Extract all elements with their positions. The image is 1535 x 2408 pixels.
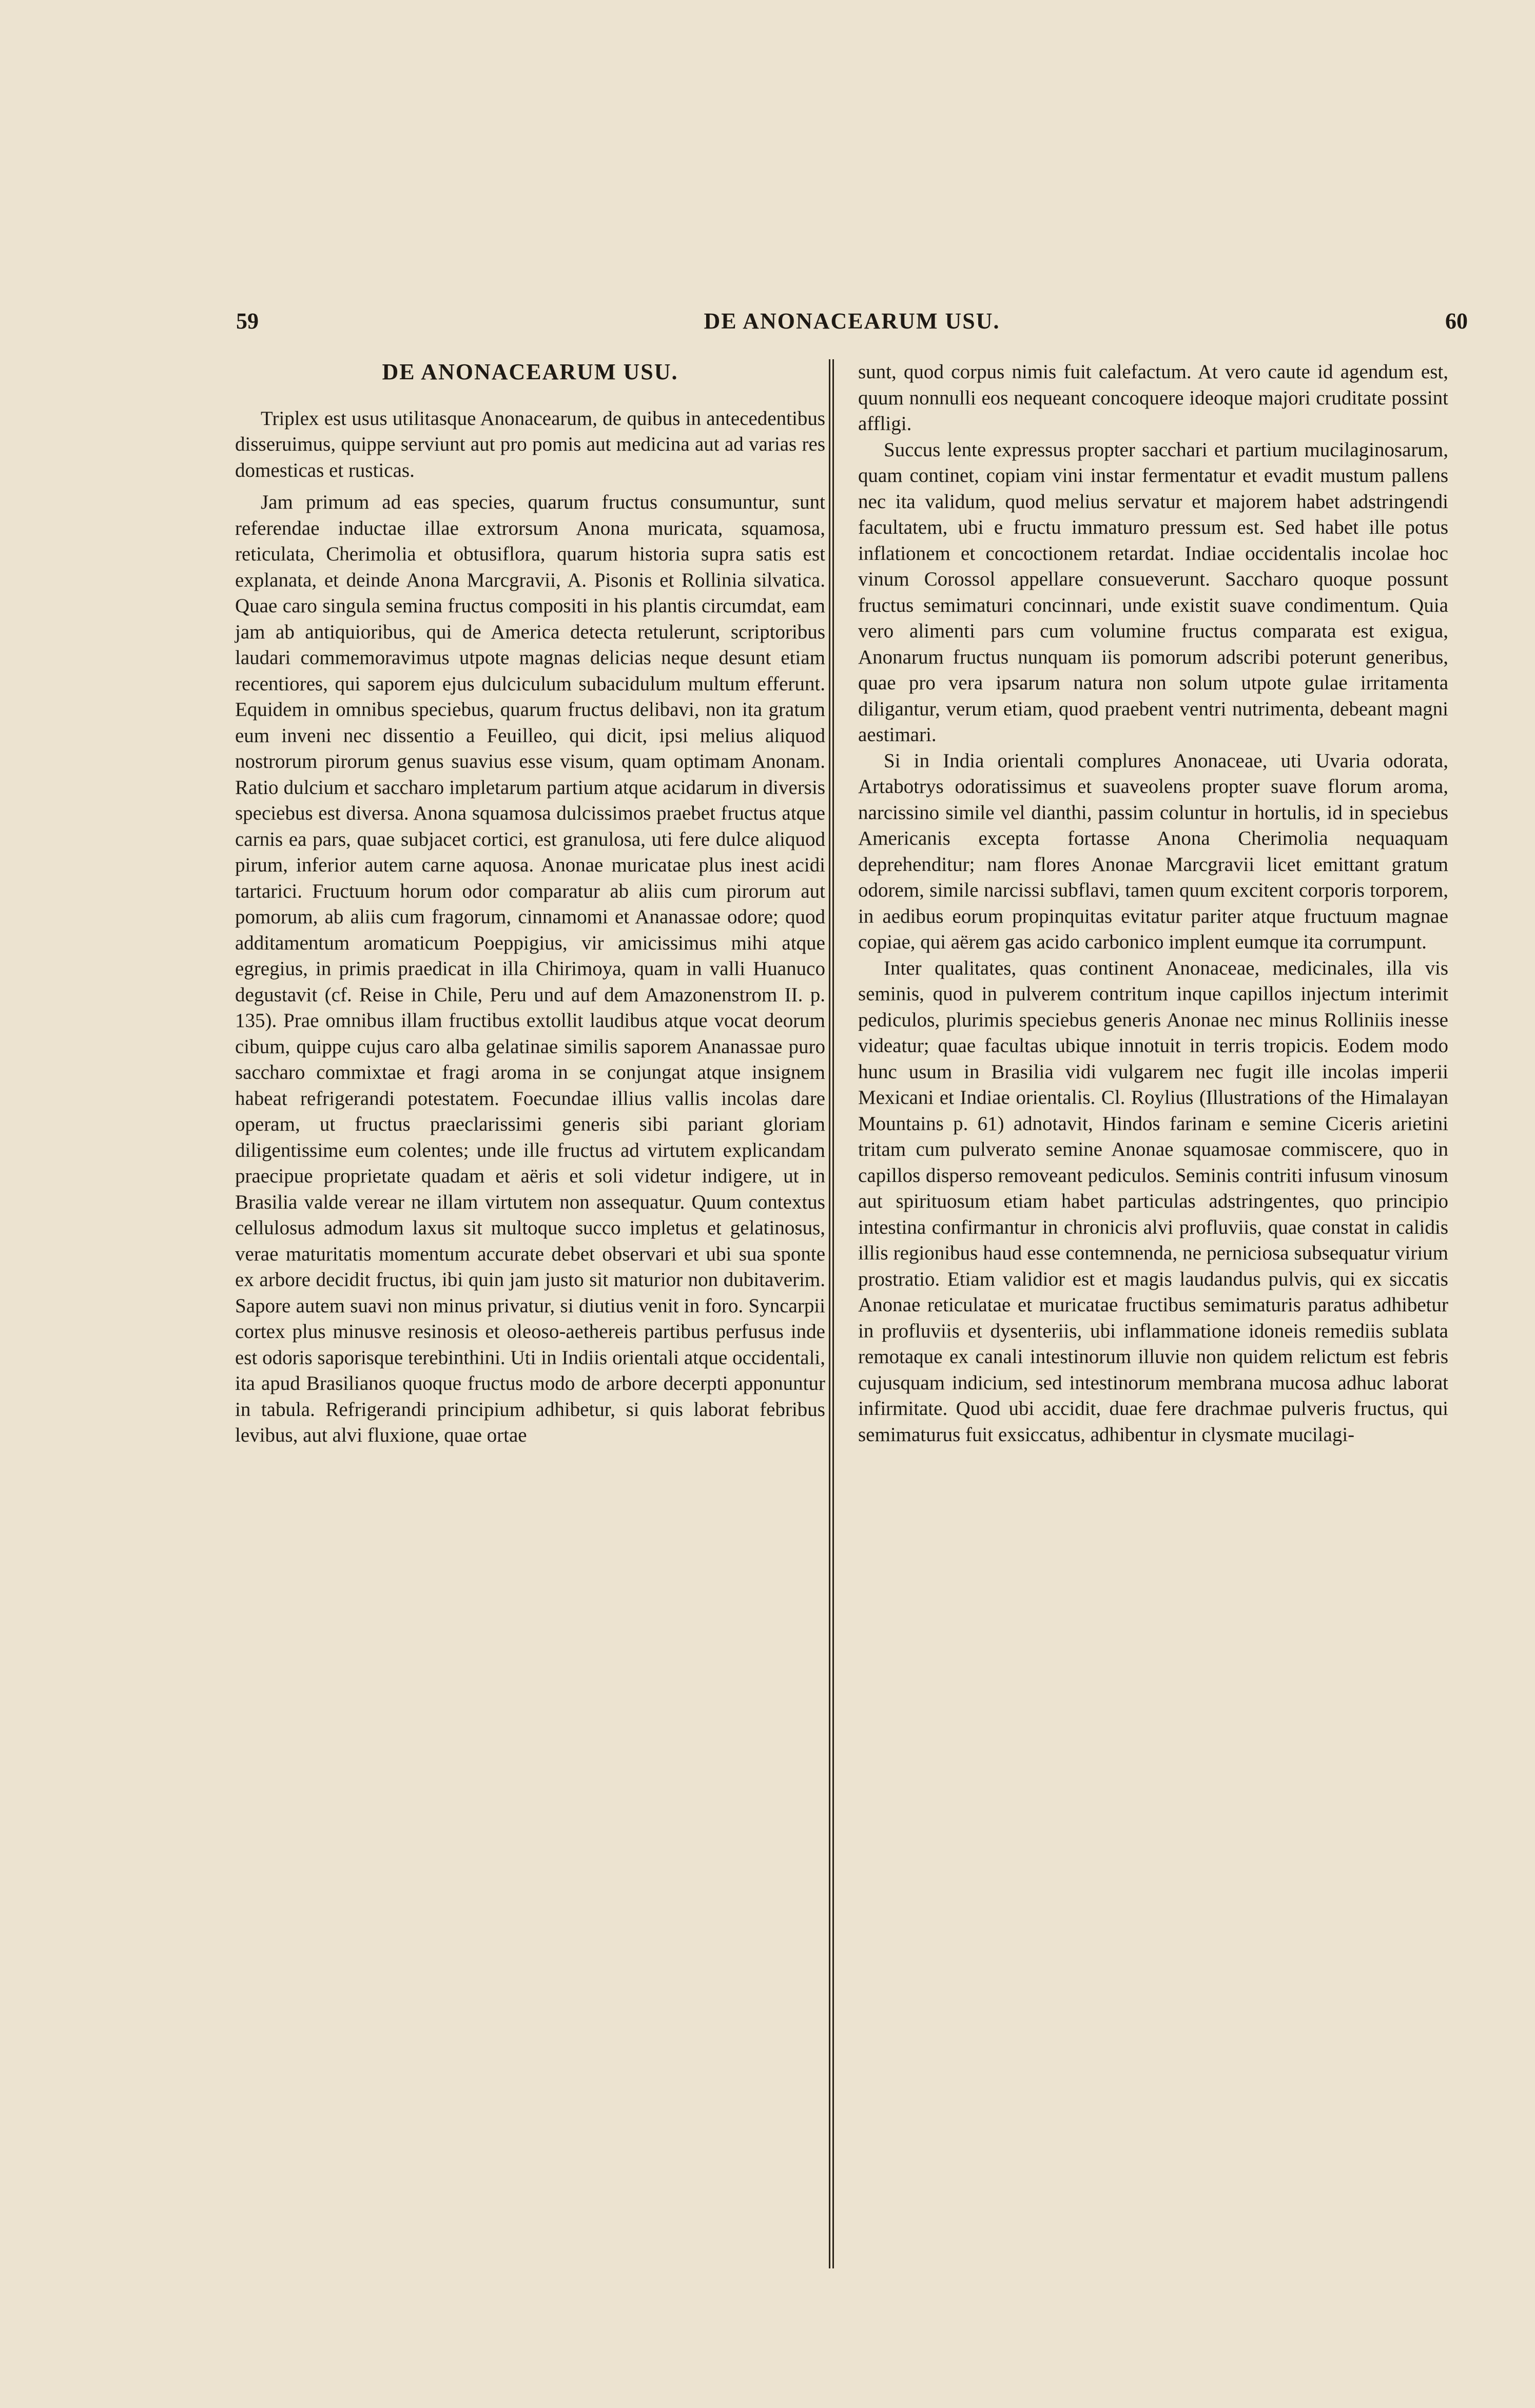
page-number-left: 59	[236, 308, 259, 334]
section-title: DE ANONACEARUM USU.	[382, 359, 678, 384]
left-column	[235, 359, 825, 1449]
column-divider	[829, 359, 834, 2268]
right-column	[858, 359, 1448, 1448]
paragraph: Si in India orientali complures Anonaceae, uti Uvaria odorata, Artabotrys odoratissimus et suaveolens propter suave florum aroma, narcissino simile vel dianthi, passim coluntur in hortulis, id in speciebus Americanis excepta fortasse Anona Cherimolia nequaquam deprehenditur; nam flores Anonae Marcgravii licet emittant gratum odorem, simile narcissi subflavi, tamen quum excitent corporis torporem, in aedibus eorum propinquitas evitatur pariter atque fructuum magnae copiae, qui aërem gas acido carbonico implent eumque ita corrumpunt.	[858, 749, 1448, 953]
paragraph: Triplex est usus utilitasque Anonacearum, de quibus in antecedentibus disseruimus, quippe serviunt aut pro pomis aut medicina aut ad varias res domesticas et rusticas.	[235, 407, 825, 481]
paragraph: Jam primum ad eas species, quarum fructus consumuntur, sunt referendae inductae illae extrorsum Anona muricata, squamosa, reticulata, Cherimolia et obtusiflora, quarum historia supra satis est explanata, et deinde Anona Marcgravii, A. Pisonis et Rollinia silvatica. Quae caro singula semina fructus compositi in his plantis circumdat, eam jam ab antiquioribus, qui de America detecta retulerunt, scriptoribus laudari commemoravimus utpote magnas delicias neque desunt etiam recentiores, qui saporem ejus dulciculum subacidulum multum efferunt. Equidem in omnibus speciebus, quarum fructus delibavi, non ita gratum eum inveni nec dissentio a Feuilleo, qui dicit, ipsi melius aliquod nostrorum pirorum genus suavius esse visum, quam optimam Anonam. Ratio dulcium et saccharo impletarum partium atque acidarum in diversis speciebus est diversa. Anona squamosa dulcissimos praebet fructus atque carnis ea pars, quae subjacet cortici, est granulosa, uti fere dulce aliquod pirum, inferior autem carne aquosa. Anonae muricatae plus inest acidi tartarici. Fructuum horum odor comparatur ab aliis cum pirorum aut pomorum, ab aliis cum fragorum, cinnamomi et Ananassae odore; quod additamentum aromaticum Poeppigius, vir amicissimus mihi atque egregius, in primis praedicat in illa Chirimoya, quam in valli Huanuco degustavit (cf. Reise in Chile, Peru und auf dem Amazonenstrom II. p. 135). Prae omnibus illam fructibus extollit laudibus atque vocat deorum cibum, quippe cujus caro alba gelatinae similis saporem Ananassae puro saccharo commixtae et fragi aroma in se conjungat atque insignem habeat refrigerandi potestatem. Foecundae illius vallis incolas dare operam, ut fructus praeclarissimi generis sibi pariant gloriam diligentissime eum colentes; unde ille fructus ad virtutem explicandam praecipue proprietate quadam et aëris et soli videtur indigere, ut in Brasilia valde verear ne illam virtutem non assequatur. Quum contextus cellulosus admodum laxus sit multoque succo impletus et gelatinosus, verae maturitatis momentum accurate debet observari et ubi sua sponte ex arbore decidit fructus, ibi quin jam justo sit maturior non dubitaverim. Sapore autem suavi non minus privatur, si diutius venit in foro. Syncarpii cortex plus minusve resinosis et oleoso-aethereis partibus perfusus inde est odoris saporisque terebinthini. Uti in Indiis orientali atque occidentali, ita apud Brasilianos quoque fructus modo de arbore decerpti apponuntur in tabula. Refrigerandi principium adhibetur, si quis laborat febribus levibus, aut alvi fluxione, quae ortae	[235, 491, 825, 1446]
paragraph: Succus lente expressus propter sacchari et partium mucilaginosarum, quam continet, copiam vini instar fermentatur et evadit mustum pallens nec ita validum, quod melius servatur et majorem habet adstringendi facultatem, ubi e fructu immaturo pressum est. Sed habet ille potus inflationem et concoctionem retardat. Indiae occidentalis incolae hoc vinum Corossol appellare consueverunt. Saccharo quoque possunt fructus semimaturi concinnari, unde existit suave condimentum. Quia vero alimenti pars cum volumine fructus comparata est exigua, Anonarum fructus nunquam iis pomorum adscribi poterunt generibus, quae pro vera ipsarum natura non solum utpote gulae irritamenta diligantur, verum etiam, quod praebent ventri nutrimenta, debeant magni aestimari.	[858, 438, 1448, 746]
paragraph: Inter qualitates, quas continent Anonaceae, medicinales, illa vis seminis, quod in pulverem contritum inque capillos injectum interimit pediculos, plurimis speciebus generis Anonae nec minus Rolliniis inesse videatur; quae facultas ubique innotuit in terris tropicis. Eodem modo hunc usum in Brasilia vidi vulgarem nec fugit ille incolas imperii Mexicani et Indiae orientalis. Cl. Roylius (Illustrations of the Himalayan Mountains p. 61) adnotavit, Hindos farinam e semine Ciceris arietini tritam cum pulverato semine Anonae squamosae commiscere, quo in capillos disperso removeant pediculos. Seminis contriti infusum vinosum aut spirituosum etiam habet particulas adstringentes, quo principio intestina confirmantur in chronicis alvi profluviis, quae constat in calidis illis regionibus haud esse contemnenda, ne perniciosa subsequatur virium prostratio. Etiam validior est et magis laudandus pulvis, qui ex siccatis Anonae reticulatae et muricatae fructibus semimaturis paratus adhibetur in profluviis et dysenteriis, ubi inflammatione idoneis remediis sublata remotaque ex canali intestinorum illuvie non quidem relictum est febris cujusquam indicium, sed intestinorum membrana mucosa adhuc laborat infirmitate. Quod ubi accidit, duae fere drachmae pulveris fructus, qui semimaturus fuit exsiccatus, adhibentur in clysmate mucilagi-	[858, 957, 1448, 1446]
page-header	[236, 308, 1468, 344]
running-title: DE ANONACEARUM USU.	[704, 308, 1000, 334]
page-number-right: 60	[1445, 308, 1468, 334]
paragraph: sunt, quod corpus nimis fuit calefactum. At vero caute id agendum est, quum nonnulli eos nequeant concoquere ideoque majori cruditate possint affligi.	[858, 361, 1448, 435]
